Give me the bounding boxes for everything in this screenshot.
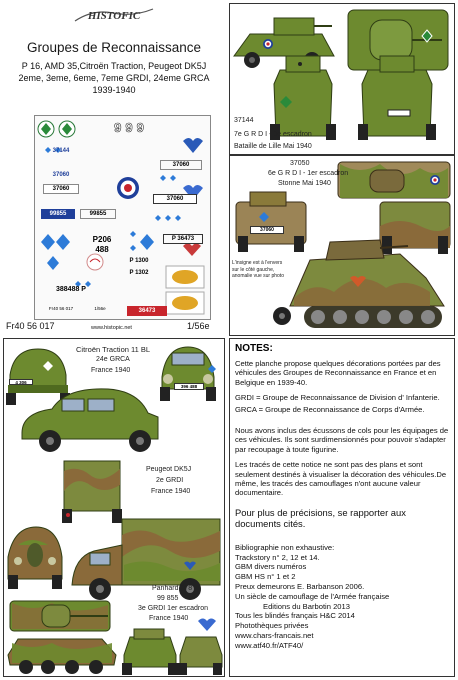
biblio-item: Photothèques privées	[235, 621, 309, 631]
peugeot-side-view	[72, 519, 220, 600]
peugeot-title: Peugeot DK5J	[146, 466, 192, 473]
panhard-number: 99 855	[157, 595, 179, 602]
peugeot-place: France 1940	[151, 488, 191, 495]
panhard-title: Panhard 178	[152, 585, 193, 592]
biblio-link[interactable]: www.chars-francais.net	[235, 631, 314, 641]
biblio-link[interactable]: www.atf40.fr/ATF40/	[235, 640, 304, 650]
p16-front-view	[236, 192, 306, 252]
decal-37144: 37144	[52, 147, 70, 154]
website-url: www.histopic.net	[91, 325, 132, 331]
peugeot-unit: 2e GRDI	[156, 477, 184, 484]
panhard-side-view	[8, 639, 116, 674]
citroen-rear-plate: 4 306	[9, 379, 33, 385]
decal-p1300: P 1300	[129, 257, 149, 264]
biblio-item: Preux demeurons E. Barbanson 2006.	[235, 582, 365, 592]
amd35-unit: 7e G R D I - 3e escadron	[234, 131, 312, 138]
amd35-panel	[229, 3, 455, 155]
subtitle-line-1: P 16, AMD 35,Citroën Traction, Peugeot DK5J	[21, 61, 207, 71]
decal-99855-a: 99855	[41, 209, 75, 219]
notes-panel	[229, 338, 455, 677]
p16-side-note: L'insigne est à l'envers sur le côté gauche, anomalie vue sur photo	[232, 260, 284, 279]
subtitle-line-2: 2eme, 3eme, 6eme, 7eme GRDI, 24eme GRCA	[18, 73, 210, 83]
subtitle-line-3: 1939-1940	[92, 85, 136, 95]
amd35-front-view	[270, 56, 336, 140]
p16-panel	[229, 155, 455, 336]
page-title: Groupes de Reconnaissance	[26, 40, 202, 55]
notes-paragraph-4: Nous avons inclus des écussons de cols pour les équipages de ces véhicules. Ils sont surdimensionnés pour pouvoir s'adapter par recoupage à toute figurine.	[235, 426, 449, 454]
decal-37060-a: 37060	[43, 184, 79, 194]
decal-sheet-scale: 1/56e	[94, 305, 106, 311]
peugeot-rear-view	[62, 461, 122, 523]
biblio-item: GBM divers numéros	[235, 562, 307, 572]
decal-37060-b: 37060	[160, 160, 202, 170]
citroen-unit: 24e GRCA	[96, 356, 130, 363]
peugeot-front-view	[8, 527, 62, 589]
decal-999: 999	[114, 119, 148, 135]
biblio-item: Editions du Barbotin 2013	[263, 601, 350, 611]
biblio-item: Trackstory n° 2, 12 et 14.	[235, 552, 320, 562]
header-panel	[3, 3, 225, 336]
notes-heading: NOTES:	[235, 343, 273, 354]
logo-text: HISTOFIC	[87, 10, 141, 22]
decal-36473: 36473	[127, 306, 167, 316]
notes-callout: Pour plus de précisions, se rapporter aux documents cités.	[235, 506, 406, 529]
scale-label: 1/56e	[187, 321, 210, 331]
decal-37060-c: 37060	[52, 171, 70, 178]
vehicles-panel	[3, 338, 225, 677]
decal-sheet	[34, 115, 211, 320]
panhard-unit: 3e GRDI 1er escadron	[138, 605, 209, 612]
citroen-front-view	[160, 347, 216, 401]
citroen-title: Citroën Traction 11 BL	[76, 345, 151, 354]
product-ref: Fr40 56 017	[6, 321, 55, 331]
biblio-item: Tous les blindés français H&C 2014	[235, 611, 355, 621]
amd35-place: Bataille de Lille Mai 1940	[234, 143, 312, 150]
panhard-front-view	[122, 629, 178, 675]
panhard-place: France 1940	[149, 615, 189, 622]
decal-99855-b: 99855	[80, 209, 116, 219]
decal-p1302: P 1302	[129, 269, 149, 276]
p16-front-plate: 37060	[250, 226, 284, 234]
citroen-place: France 1940	[91, 367, 131, 374]
notes-paragraph-2: GRDI = Groupe de Reconnaissance de Division d' Infanterie.	[235, 393, 440, 403]
p16-rear-view	[380, 202, 450, 254]
green-diamond-icon	[38, 121, 75, 137]
panhard-top-view	[10, 601, 110, 631]
p16-side-view	[273, 240, 444, 328]
notes-paragraph-5: Les tracés de cette notice ne sont pas des plans et sont seulement destinés à visualiser la décoration des véhicules.De même, les tracés des camouflages n'ont aucune valeur documentaire.	[235, 460, 447, 498]
biblio-heading: Bibliographie non exhaustive:	[235, 542, 335, 552]
red-escutcheon-icon	[87, 254, 103, 270]
p16-drawings	[230, 156, 455, 336]
biblio-item: Un siècle de camouflage de l'Armée française	[235, 591, 390, 601]
decal-sheet-ref: Fr40 56 017	[48, 305, 74, 311]
p16-number: 37050	[290, 160, 310, 167]
p16-top-view	[338, 162, 450, 198]
french-roundel-icon	[117, 177, 139, 199]
p16-place: Stonne Mai 1940	[278, 180, 331, 187]
biblio-item: GBM HS n° 1 et 2	[235, 572, 296, 582]
decal-488: 488	[95, 244, 109, 254]
citroen-side-view	[22, 389, 158, 452]
histofic-logo	[73, 7, 155, 23]
p16-unit: 6e G R D I - 1er escadron	[268, 170, 349, 177]
decal-p36473-a: P 36473	[163, 234, 203, 244]
decal-p206: P206	[92, 234, 112, 244]
notes-paragraph-1: Cette planche propose quelques décorations portées par des véhicules des Groupes de Reconnaissance en France et en Belgique en 1939-40.	[235, 359, 441, 387]
lion-emblem-icon	[166, 266, 204, 314]
citroen-rear-view	[6, 349, 70, 405]
panhard-rear-view	[178, 619, 222, 676]
notes-paragraph-3: GRCA = Groupe de Reconnaissance de Corps d'Armée.	[235, 404, 425, 414]
amd35-number: 37144	[234, 117, 254, 124]
decal-37060-d: 37060	[153, 194, 197, 204]
citroen-front-plate: 396 488	[174, 383, 204, 390]
decal-388488p: 388488 P	[56, 285, 86, 293]
